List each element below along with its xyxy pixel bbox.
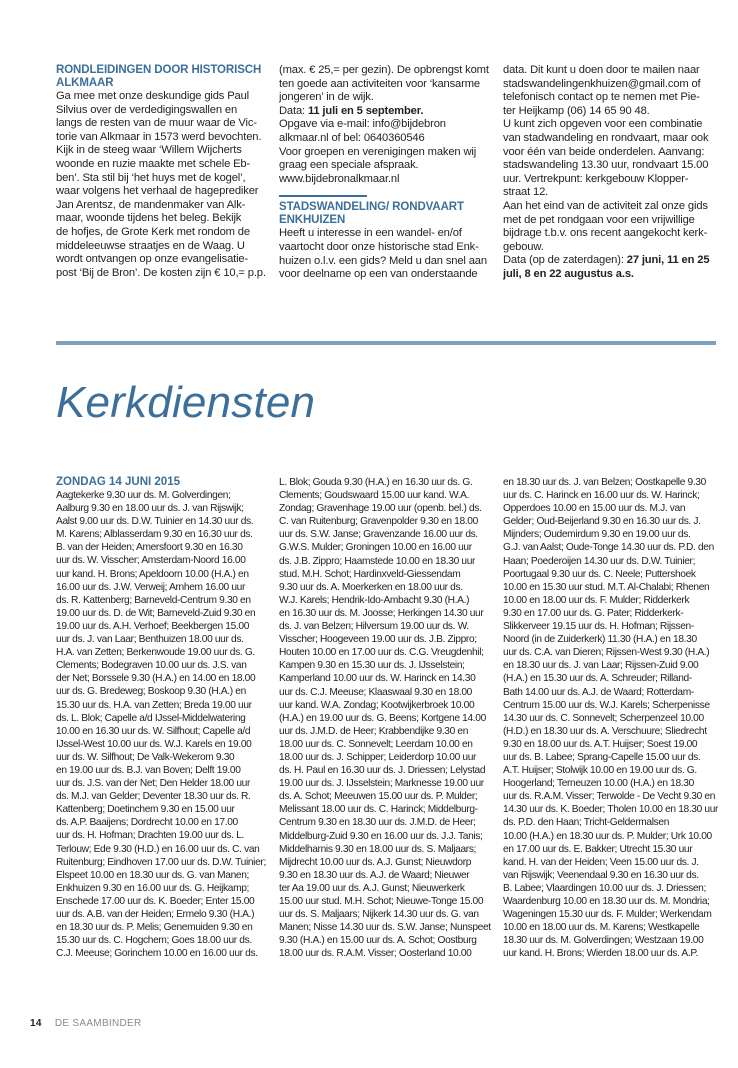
section-divider [56, 341, 716, 345]
stadswandeling-title: STADSWANDELING/ RONDVAART ENKHUIZEN [279, 201, 464, 227]
rondleiding-contact: Opgave via e-mail: info@bijdebron alkmaar.nl of bel: 0640360546 Voor groepen en verenigingen maken wij graag een speciale afspraak. www.bijdebronalkmaar.nl [279, 118, 477, 185]
stadswandeling-dates-label: Data (op de zaterdagen): [503, 254, 627, 267]
rondleiding-dates-label: Data: [279, 104, 308, 117]
stadswandeling-body: Heeft u interesse in een wandel- en/of vaartocht door onze historische stad Enk- huizen o.l.v. een gids? Meld u dan snel aan voor deelname op een van onderstaande [279, 227, 487, 281]
stadswandeling-dates [503, 254, 719, 281]
article-column-2 [279, 64, 495, 314]
rondleiding-title: RONDLEIDINGEN DOOR HISTORISCH ALKMAAR [56, 64, 262, 89]
services-list-1: Aagtekerke 9.30 uur ds. M. Golverdingen; Aalburg 9.30 en 18.00 uur ds. J. van Rijswijk; Aalst 9.00 uur ds. D.W. Tuinier en 14.30 uur ds. M. Karens; Alblasserdam 9.30 en 16.30 uur ds. B. van der Heiden; Amersfoort 9.30 en 16.30 uur ds. W. Visscher; Amsterdam-Noord 16.00 uur kand. H. Brons; Apeldoorn 10.00 (H.A.) en 16.00 uur ds. J.W. Verweij; Arnhem 16.00 uur ds. R. Kattenberg; Barneveld-Centrum 9.30 en 19.00 uur ds. D. de Wit; Barneveld-Zuid 9.30 en 19.00 uur ds. A.H. Verhoef; Beekbergen 15.00 uur ds. J. van Laar; Benthuizen 18.00 uur ds. H.A. van Zetten; Berkenwoude 19.00 uur ds. G. Clements; Bodegraven 10.00 uur ds. J.S. van der Net; Borssele 9.30 (H.A.) en 14.00 en 18.00 uur ds. G. Bredeweg; Boskoop 9.30 (H.A.) en 15.30 uur ds. H.A. van Zetten; Breda 19.00 uur ds. L. Blok; Capelle a/d IJssel-Middelwatering 10.00 en 16.30 uur ds. W. Silfhout; Capelle a/d IJssel-West 10.00 uur ds. W.J. Karels en 19.00 uur ds. W. Silfhout; De Valk-Wekerom 9.30 en 19.00 uur ds. B.J. van Boven; Delft 19.00 uur ds. J.S. van der Net; Den Helder 18.00 uur ds. M.J. van Gelder; Deventer 18.30 uur ds. R. Kattenberg; Doetinchem 9.30 en 15.00 uur ds. A.P. Baaijens; Dordrecht 10.00 en 17.00 uur ds. H. Hofman; Drachten 19.00 uur ds. L. Terlouw; Ede 9.30 (H.D.) en 16.00 uur ds. C. van Ruitenburg; Eindhoven 17.00 uur ds. D.W. Tuinier; Elspeet 10.00 en 18.30 uur ds. G. van Manen; Enkhuizen 9.30 en 16.00 uur ds. G. Heijkamp; Enschede 17.00 uur ds. K. Boeder; Enter 15.00 uur ds. A.B. van der Heiden; Ermelo 9.30 (H.A.) en 18.30 uur ds. P. Melis; Genemuiden 9.30 en 15.30 uur ds. C. Hogchem; Goes 18.00 uur ds. C.J. Meeuse; Gorinchem 10.00 en 16.00 uur ds. [56, 490, 266, 960]
page-footer [30, 1018, 142, 1030]
rondleiding-dates-value: 11 juli en 5 september. [307, 104, 424, 117]
rondleiding-body: Ga mee met onze deskundige gids Paul Silvius over de verdedigingswallen en langs de resten van de muur waar de Vic- torie van Alkmaar in 1573 werd bevochten. Kijk in de steeg waar ‘Willem Wijcherts woonde en ruzie maakte met schele Eb- ben’. Sta stil bij ‘het huys met de kogel’, waar volgens het verhaal de hageprediker Jan Arentsz, de mandenmaker van Alk- maar, woonde tijdens het beleg. Bekijk de hofjes, de Grote Kerk met rondom de middeleeuwse straatjes en de Waag. U wordt ontvangen op onze evangelisatie- post ‘Bij de Bron’. De kosten zijn € 10,= p.p. [56, 90, 266, 279]
services-column-2 [279, 476, 495, 1010]
article-column-3 [503, 64, 719, 314]
page-number: 14 [30, 1018, 42, 1029]
publication-name: DE SAAMBINDER [54, 1018, 142, 1029]
article-column-1 [56, 64, 272, 314]
services-list-3: en 18.30 uur ds. J. van Belzen; Oostkapelle 9.30 uur ds. C. Harinck en 16.00 uur ds. W. Harinck; Opperdoes 10.00 en 15.00 uur ds. M.J. van Gelder; Oud-Beijerland 9.30 en 16.30 uur ds. J. Mijnders; Oudemirdum 9.30 en 19.00 uur ds. G.J. van Aalst; Oude-Tonge 14.30 uur ds. P.D. den Haan; Poederoijen 14.30 uur ds. D.W. Tuinier; Poortugaal 9.30 uur ds. C. Neele; Puttershoek 10.00 en 15.30 uur stud. M.T. Al-Chalabi; Rhenen 10.00 en 18.00 uur ds. F. Mulder; Ridderkerk 9.30 en 17.00 uur ds. G. Pater; Ridderkerk- Slikkerveer 19.15 uur ds. H. Hofman; Rijssen- Noord (in de Zuiderkerk) 11.30 (H.A.) en 18.30 uur ds. C.A. van Dieren; Rijssen-West 9.30 (H.A.) en 18.30 uur ds. J. van Laar; Rijssen-Zuid 9.00 (H.A.) en 15.30 uur ds. A. Schreuder; Rilland- Bath 14.00 uur ds. A.J. de Waard; Rotterdam- Centrum 15.00 uur ds. W.J. Karels; Scherpenisse 14.30 uur ds. C. Sonnevelt; Scherpenzeel 10.00 (H.D.) en 18.30 uur ds. A. Verschuure; Sliedrecht 9.30 en 18.00 uur ds. A.T. Huijser; Soest 19.00 uur ds. B. Labee; Sprang-Capelle 15.00 uur ds. A.T. Huijser; Stolwijk 10.00 en 19.00 uur ds. G. Hoogerland; Terneuzen 10.00 (H.A.) en 18.30 uur ds. R.A.M. Visser; Terwolde - De Vecht 9.30 en 14.30 uur ds. K. Boeder; Tholen 10.00 en 18.30 uur ds. P.D. den Haan; Tricht-Geldermalsen 10.00 (H.A.) en 18.30 uur ds. P. Mulder; Urk 10.00 en 17.00 uur ds. E. Bakker; Utrecht 15.30 uur kand. H. van der Heiden; Veen 15.00 uur ds. J. van Rijswijk; Veenendaal 9.30 en 16.30 uur ds. B. Labee; Vlaardingen 10.00 uur ds. J. Driessen; Waardenburg 10.00 en 18.30 uur ds. M. Mondria; Wageningen 15.30 uur ds. F. Mulder; Werkendam 10.00 en 18.00 uur ds. M. Karens; Westkapelle 18.30 uur ds. M. Golverdingen; Westzaan 19.00 uur kand. H. Brons; Wierden 18.00 uur ds. A.P. [503, 477, 719, 960]
services-date-heading: ZONDAG 14 JUNI 2015 [56, 476, 180, 488]
services-column-1 [56, 476, 272, 1010]
services-list-2: L. Blok; Gouda 9.30 (H.A.) en 16.30 uur ds. G. Clements; Goudswaard 15.00 uur kand. W.A. Zondag; Gravenhage 19.00 uur (openb. bel.) ds. C. van Ruitenburg; Gravenpolder 9.30 en 18.00 uur ds. S.W. Janse; Gravenzande 16.00 uur ds. G.W.S. Mulder; Groningen 10.00 en 16.00 uur ds. J.B. Zippro; Haamstede 10.00 en 18.30 uur stud. M.H. Schot; Hardinxveld-Giessendam 9.30 uur ds. A. Moerkerken en 18.00 uur ds. W.J. Karels; Hendrik-Ido-Ambacht 9.30 (H.A.) en 16.30 uur ds. M. Joosse; Herkingen 14.30 uur ds. J. van Belzen; Hilversum 19.00 uur ds. W. Visscher; Hoogeveen 19.00 uur ds. J.B. Zippro; Houten 10.00 en 17.00 uur ds. C.G. Vreugdenhil; Kampen 9.30 en 15.30 uur ds. J. IJsselstein; Kamperland 10.00 uur ds. W. Harinck en 14.30 uur ds. C.J. Meeuse; Klaaswaal 9.30 en 18.00 uur kand. W.A. Zondag; Kootwijkerbroek 10.00 (H.A.) en 19.00 uur ds. G. Beens; Kortgene 14.00 uur ds. J.M.D. de Heer; Krabbendijke 9.30 en 18.00 uur ds. C. Sonnevelt; Leerdam 10.00 en 18.00 uur ds. J. Schipper; Leiderdorp 10.00 uur ds. H. Paul en 16.30 uur ds. J. Driessen; Lelystad 19.00 uur ds. J. IJsselstein; Marknesse 19.00 uur ds. A. Schot; Meeuwen 15.00 uur ds. P. Mulder; Melissant 18.00 uur ds. C. Harinck; Middelburg- Centrum 9.30 en 18.30 uur ds. J.M.D. de Heer; Middelburg-Zuid 9.30 en 16.00 uur ds. J.J. Tanis; Middelharnis 9.30 en 18.00 uur ds. S. Maljaars; Mijdrecht 10.00 uur ds. A.J. Gunst; Nieuwdorp 9.30 en 18.30 uur ds. A.J. de Waard; Nieuwer ter Aa 19.00 uur ds. A.J. Gunst; Nieuwerkerk 15.00 uur stud. M.H. Schot; Nieuwe-Tonge 15.00 uur ds. S. Maljaars; Nijkerk 14.30 uur ds. G. van Manen; Nisse 14.30 uur ds. S.W. Janse; Nunspeet 9.30 (H.A.) en 15.00 uur ds. A. Schot; Oostburg 18.00 uur ds. R.A.M. Visser; Oosterland 10.00 [279, 477, 491, 960]
section-title: Kerkdiensten [56, 378, 316, 427]
title-rule [279, 195, 367, 197]
stadswandeling-body-continued: data. Dit kunt u doen door te mailen naar stadswandelingenkhuizen@gmail.com of telefonisch contact op te nemen met Pie- ter Heijkamp (06) 14 65 90 48. U kunt zich opgeven voor een combinatie van stadwandeling en rondvaart, maar ook voor één van beide onderdelen. Aanvang: stadswandeling 13.30 uur, rondvaart 15.00 uur. Vertrekpunt: kerkgebouw Klopper- straat 12. Aan het eind van de activiteit zal onze gids met de pet rondgaan voor een vrijwillige bijdrage t.b.v. ons recent aangekocht kerk- gebouw. [503, 64, 709, 253]
stadswandeling-dates-value: 27 juni, 11 en 25 juli, 8 en 22 augustus a.s. [503, 254, 710, 280]
rondleiding-dates [279, 105, 495, 119]
rondleiding-body-continued: (max. € 25,= per gezin). De opbrengst komt ten goede aan activiteiten voor ‘kansarme jongeren’ in de wijk. [279, 64, 489, 104]
services-column-3 [503, 476, 719, 1010]
